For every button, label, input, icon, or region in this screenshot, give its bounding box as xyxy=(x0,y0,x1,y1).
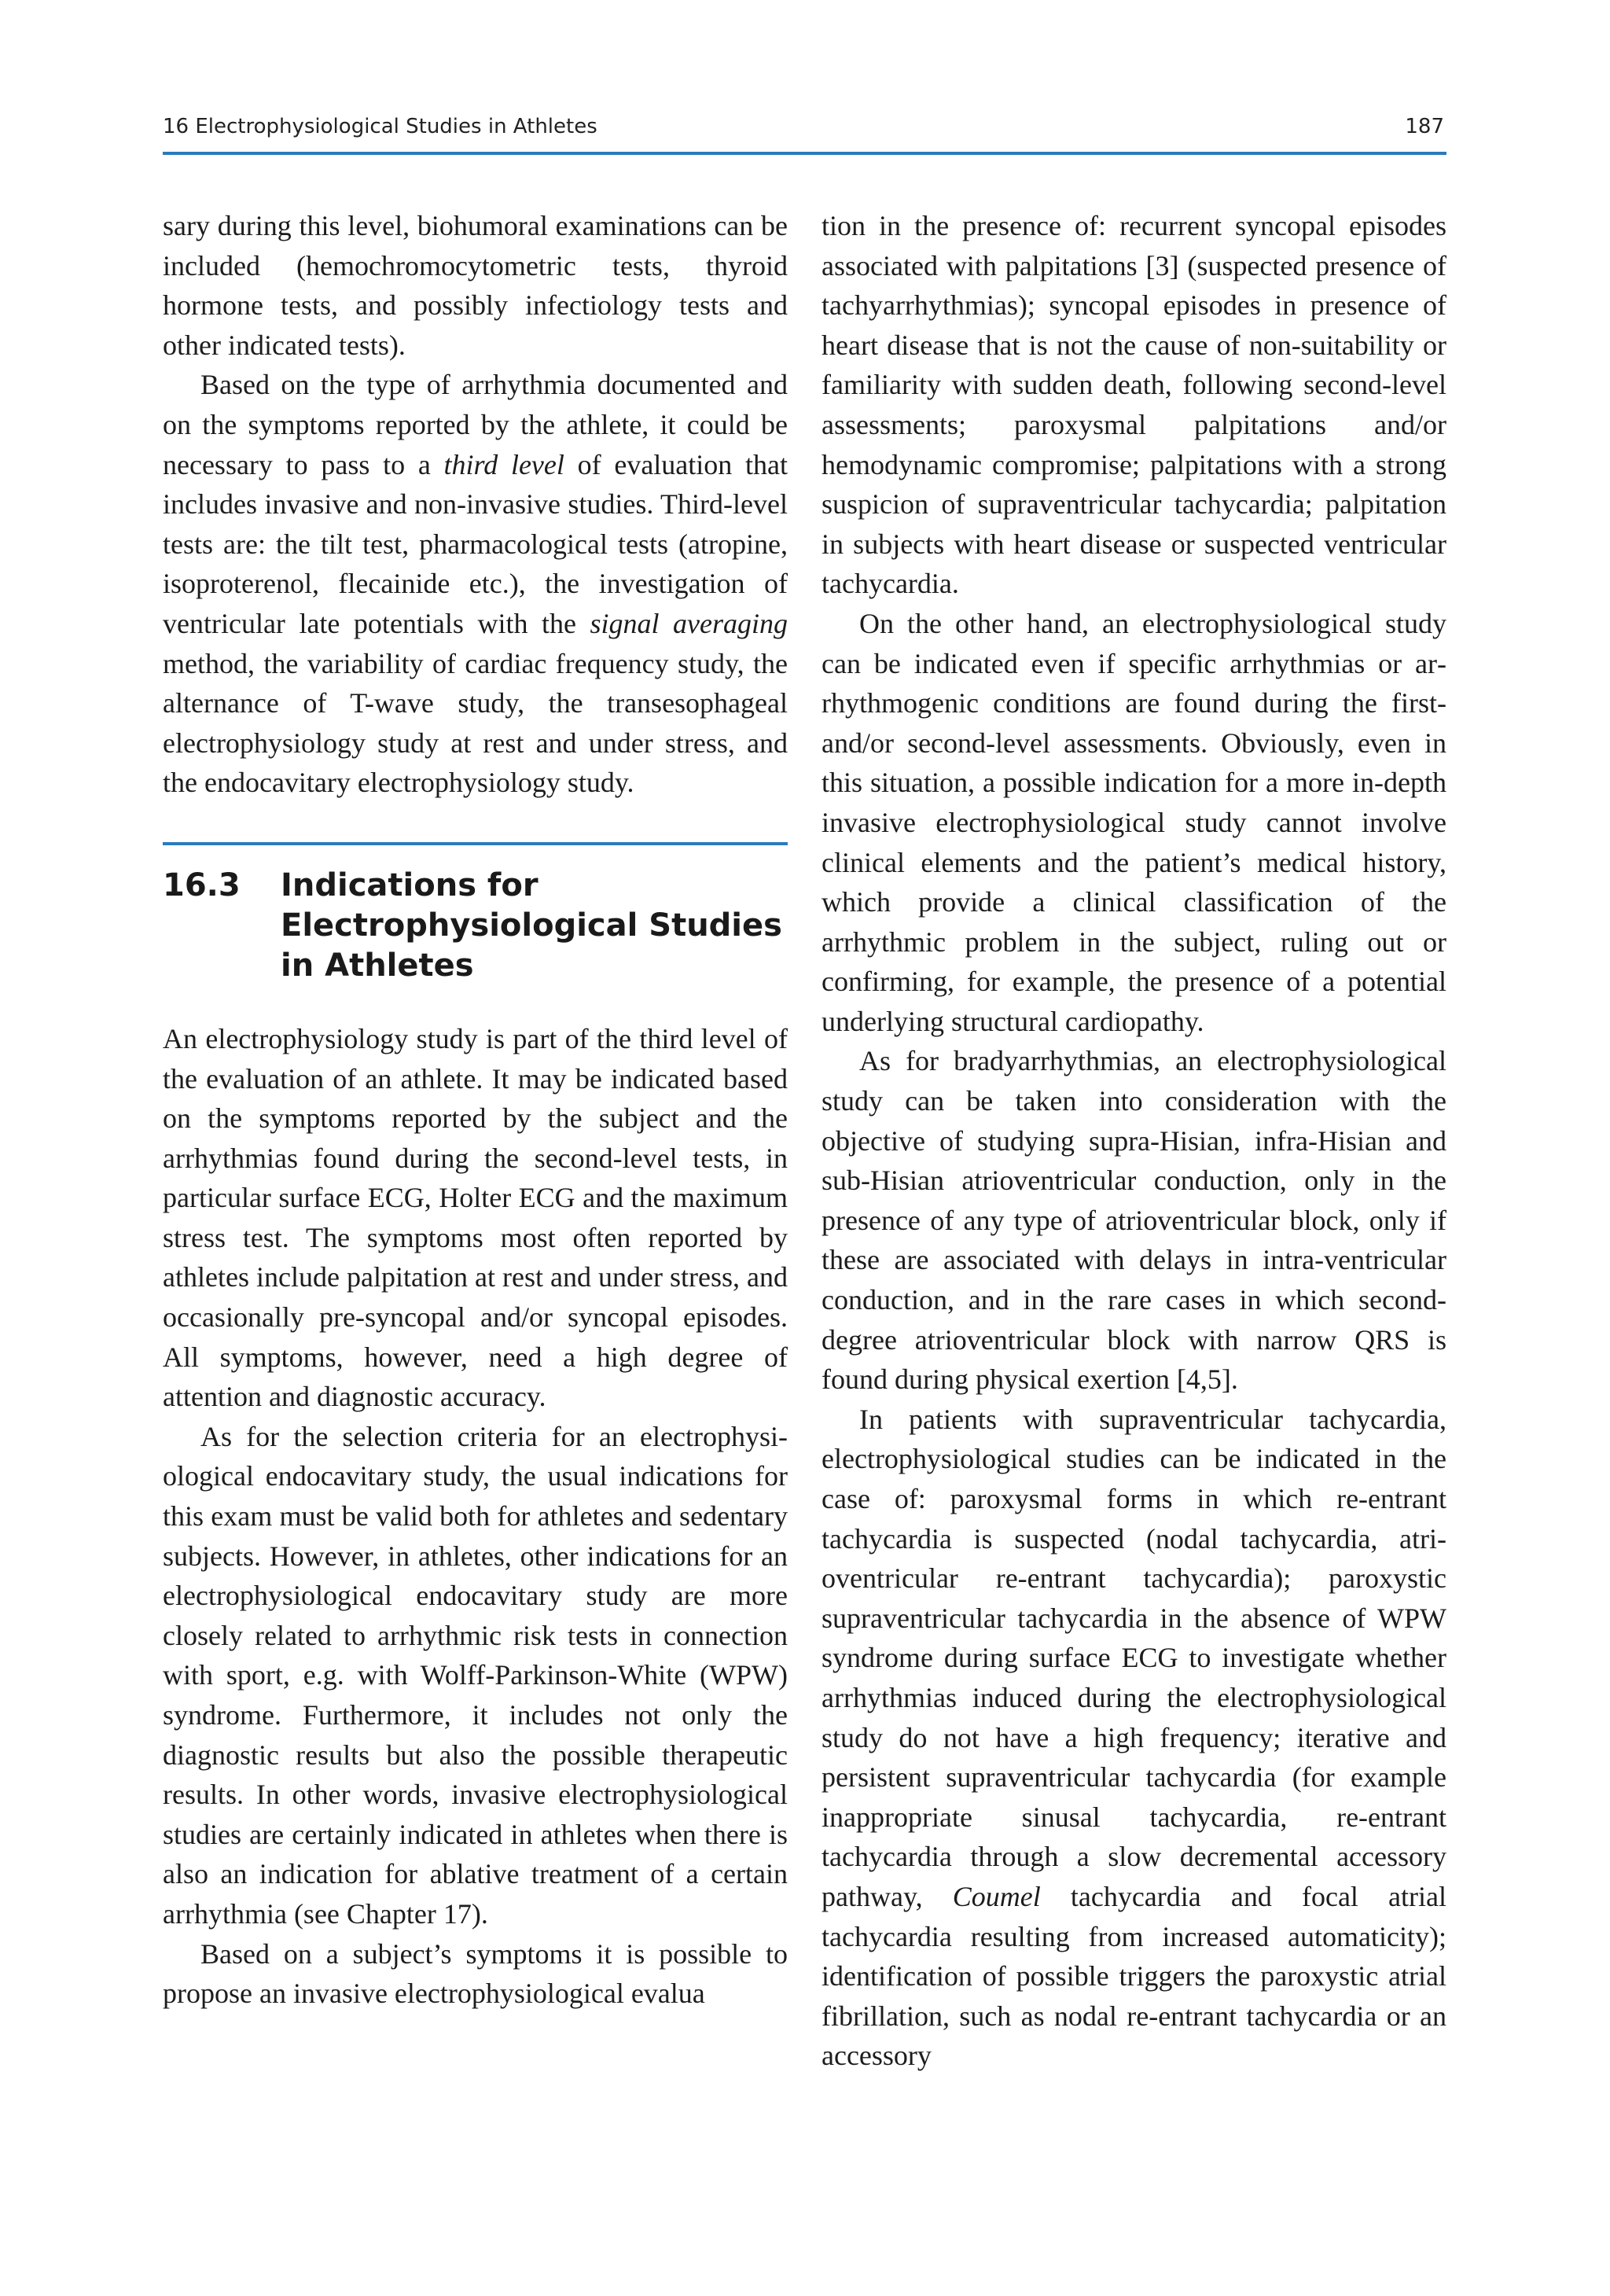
paragraph: tion in the presence of: recurrent syncopal episodes associated with palpitations [3] (suspected presence of tachyarrhythmias); syncopal episodes in presence of heart disease that is not the cause of non-suitability or familiarity with sudden death, following second-level assessments; paroxysmal palpitations and/or hemodynamic compromise; palpitations with a strong suspicion of supraventricular tachycardia; palpitation in subjects with heart disease or suspected ventricular tachycardia. xyxy=(822,210,1446,600)
chapter-title: 16 Electrophysiological Studies in Athletes xyxy=(163,115,597,138)
text-run: tachycardia and focal atrial tachycardia resulting from increased automaticity); identification of possible triggers the paroxystic atrial fibrillation, such as nodal re-entrant tachycardia or an accessory xyxy=(822,1880,1446,2072)
text-run: method, the variability of cardiac frequency study, the alternance of T-wave study, the transesophageal electrophysiology study at rest and under stress, and the endocavitary electrophysiology study. xyxy=(163,647,788,799)
paragraph: On the other hand, an electrophysiological study can be indicated even if specific arrhythmias or arrhythmogenic conditions are found during the first-and/or second-level assessments. Obviously, even in this situation, a possible indication for a more in-depth invasive electrophysiological study cannot involve clinical elements and the patient’s medical history, which provide a clinical classification of the arrhythmic problem in the subject, ruling out or confirming, for example, the presence of a potential underlying structural cardiopathy. xyxy=(822,607,1446,1037)
left-column xyxy=(163,206,788,2014)
paragraph: As for bradyarrhythmias, an electrophysiological study can be taken into consideration with the objective of studying supra-Hisian, infra-Hisian and sub-Hisian atrioventricular conduction, only in the presence of any type of atrioventricular block, only if these are associated with delays in intra-ventricular conduction, and in the rare cases in which second-degree atrioventricular block with narrow QRS is found during physical exertion [4,5]. xyxy=(822,1045,1446,1396)
section-heading xyxy=(163,866,788,986)
italic-term: Coumel xyxy=(952,1880,1041,1912)
running-head xyxy=(163,115,1444,145)
paragraph: As for the selection criteria for an electrophysiological endocavitary study, the usual indications for this exam must be valid both for athletes and sedentary subjects. However, in athletes, other indications for an electrophysiological endocavitary study are more closely related to arrhythmic risk tests in connection with sport, e.g. with Wolff-Parkinson-White (WPW) syndrome. Furthermore, it includes not only the diagnostic results but also the possible therapeutic results. In other words, invasive electrophysiological studies are certainly indicated in athletes when there is also an indication for ablative treatment of a certain arrhythmia (see Chapter 17). xyxy=(163,1420,788,1930)
page-number: 187 xyxy=(1405,115,1444,138)
paragraph: An electrophysiology study is part of the third level of the evaluation of an athlete. It may be indicated based on the symptoms reported by the subject and the arrhythmias found during the second-level tests, in particular surface ECG, Holter ECG and the maximum stress test. The symptoms most often reported by athletes include palpitation at rest and under stress, and occasionally pre-syncopal and/or syncopal episodes. All symptoms, however, need a high degree of attention and diagnostic accuracy. xyxy=(163,1022,788,1413)
text-run: Based on the type of arrhythmia documented and on the symptoms reported by the athlete, it could be necessary to pass to a xyxy=(163,369,788,480)
header-rule xyxy=(163,152,1446,155)
paragraph xyxy=(822,1400,1446,2076)
section-number: 16.3 xyxy=(163,867,241,903)
right-column xyxy=(822,206,1446,2076)
text-run: of evaluation that includes invasive and non-invasive studies. Third-level tests are: the tilt test, pharmacological tests (atropine, isoproterenol, flecainide etc.), the investigation of ventricular late potentials with the xyxy=(163,448,788,639)
section-title: Indications for Electrophysiological Studies in Athletes xyxy=(281,867,782,984)
text-run: In patients with supraventricular tachycardia, electrophysiological studies can be indicated in the case of: paroxysmal forms in which re-entrant tachycardia is suspected (nodal tachycardia, atrioventricular re-entrant tachycardia); paroxystic supraventricular tachycardia in the absence of WPW syndrome during surface ECG to investigate whether arrhythmias induced during the electrophysiological study do not have a high frequency; iterative and persistent supraventricular tachycardia (for example inappropriate sinusal tachycardia, re-entrant tachycardia through a slow decremental accessory pathway, xyxy=(822,1403,1446,1912)
section-rule xyxy=(163,842,788,845)
paragraph xyxy=(163,365,788,803)
italic-term: signal averaging xyxy=(590,607,788,639)
paragraph: Based on a subject’s symptoms it is possible to propose an invasive electrophysiological evalua xyxy=(163,1937,788,2010)
paragraph: sary during this level, biohumoral examinations can be included (hemochromocytometric tests, thyroid hormone tests, and possibly infectiology tests and other indicated tests). xyxy=(163,210,788,361)
italic-term: third level xyxy=(443,448,564,480)
